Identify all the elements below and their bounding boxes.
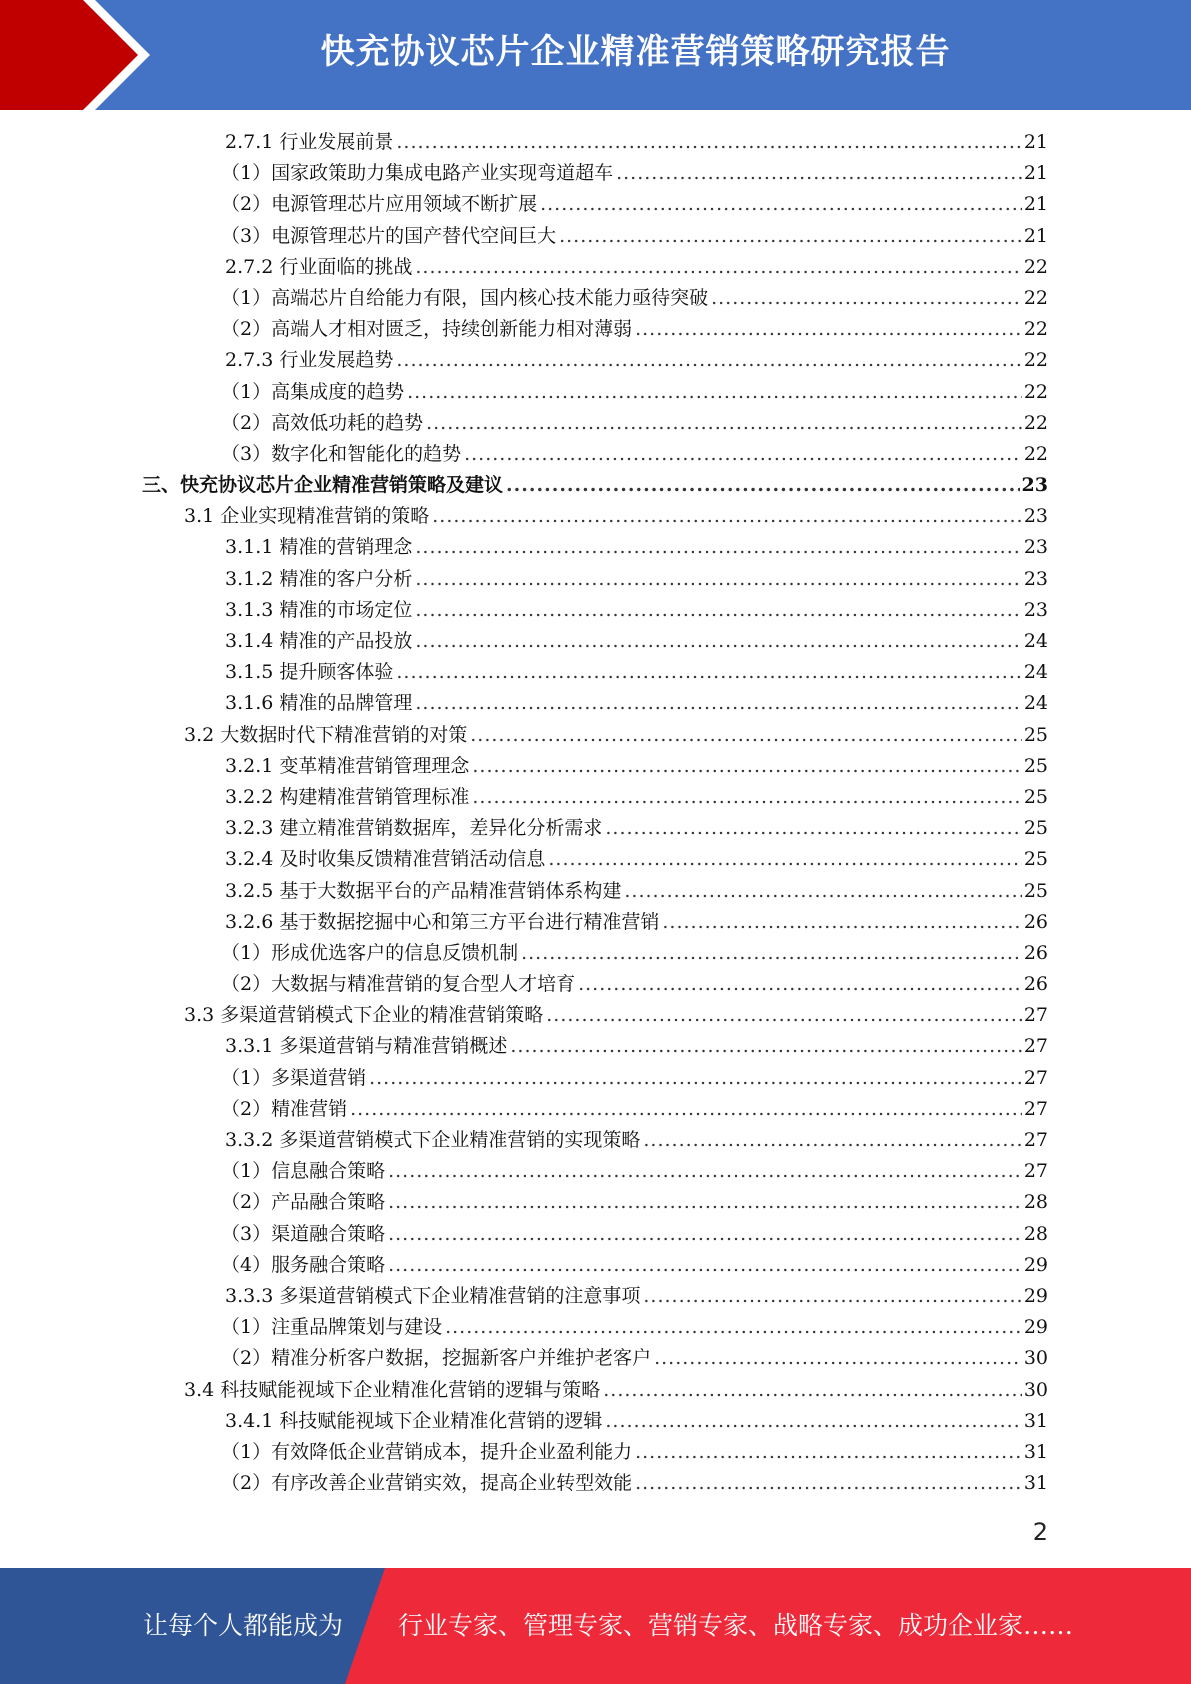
toc-entry-label: 3.1.1 精准的营销理念	[225, 536, 413, 559]
toc-entry-page: 31	[1023, 1472, 1048, 1495]
toc-entry-label: （1）信息融合策略	[221, 1160, 386, 1183]
toc-entry-line	[221, 1219, 1048, 1250]
toc-entry-line	[225, 907, 1048, 938]
toc-entry-page: 22	[1023, 349, 1048, 372]
toc-entry-line	[142, 470, 1048, 501]
toc-entry-label: （1）多渠道营销	[221, 1066, 367, 1089]
toc-entry-line	[225, 844, 1048, 875]
toc-entry-line	[221, 1094, 1048, 1125]
toc-entry[interactable]	[0, 127, 1191, 158]
toc-entry-label: （1）形成优选客户的信息反馈机制	[221, 941, 519, 964]
toc-entry-page: 25	[1023, 848, 1048, 871]
toc-entry-page: 27	[1023, 1129, 1048, 1151]
toc-dot-leader	[635, 1468, 1022, 1499]
toc-entry[interactable]	[0, 907, 1191, 938]
toc-dot-leader	[510, 1031, 1021, 1062]
toc-entry[interactable]	[0, 1063, 1191, 1094]
toc-entry-page: 28	[1023, 1222, 1048, 1245]
toc-entry-label: （2）有序改善企业营销实效，提高企业转型效能	[221, 1472, 633, 1495]
toc-entry-line	[221, 314, 1048, 345]
toc-entry-page: 29	[1023, 1253, 1048, 1276]
toc-entry-line	[221, 1312, 1048, 1343]
toc-entry-label: 3.1.5 提升顾客体验	[225, 661, 394, 684]
toc-dot-leader	[603, 1375, 1022, 1406]
toc-dot-leader	[415, 626, 1021, 657]
toc-dot-leader	[432, 501, 1022, 532]
toc-entry[interactable]	[0, 1156, 1191, 1187]
toc-entry-line	[221, 1250, 1048, 1281]
toc-dot-leader	[388, 1250, 1022, 1281]
header-band	[0, 0, 1191, 110]
toc-entry-line	[221, 377, 1048, 408]
toc-entry-line	[221, 1343, 1048, 1374]
toc-dot-leader	[546, 1000, 1022, 1031]
toc-entry-label: 3.1.6 精准的品牌管理	[225, 692, 413, 715]
toc-entry[interactable]	[0, 751, 1191, 782]
toc-entry[interactable]	[0, 626, 1191, 657]
toc-entry-line	[184, 1000, 1048, 1031]
toc-entry-line	[225, 751, 1048, 782]
footer-slogan-right: 行业专家、管理专家、营销专家、战略专家、成功企业家……	[398, 1611, 1074, 1640]
toc-dot-leader	[426, 408, 1022, 439]
toc-entry[interactable]	[0, 532, 1191, 563]
toc-entry[interactable]	[0, 688, 1191, 719]
toc-entry-line	[221, 1468, 1048, 1499]
toc-entry[interactable]	[0, 1375, 1191, 1406]
toc-entry-page: 23	[1023, 505, 1048, 528]
toc-entry[interactable]	[0, 1187, 1191, 1218]
toc-entry-page: 27	[1023, 1066, 1048, 1089]
toc-dot-leader	[396, 345, 1021, 376]
toc-entry-line	[225, 532, 1048, 563]
toc-entry[interactable]	[0, 1000, 1191, 1031]
toc-dot-leader	[407, 377, 1022, 408]
toc-entry-page: 23	[1021, 474, 1048, 497]
toc-entry-page: 26	[1023, 910, 1048, 933]
toc-dot-leader	[445, 1312, 1022, 1343]
toc-entry-page: 27	[1023, 1035, 1048, 1058]
toc-entry-line	[225, 1125, 1048, 1156]
toc-entry-line	[225, 345, 1048, 376]
toc-entry[interactable]	[0, 283, 1191, 314]
toc-entry-page: 25	[1023, 723, 1048, 746]
document-title: 快充协议芯片企业精准营销策略研究报告	[320, 32, 951, 72]
toc-dot-leader	[472, 782, 1021, 813]
toc-entry-label: 2.7.3 行业发展趋势	[225, 349, 394, 372]
toc-entry-page: 25	[1023, 817, 1048, 840]
toc-entry-label: （4）服务融合策略	[221, 1253, 386, 1276]
toc-entry-line	[225, 657, 1048, 688]
table-of-contents	[0, 127, 1191, 1499]
toc-entry-page: 28	[1023, 1191, 1048, 1214]
toc-entry-line	[184, 720, 1048, 751]
toc-entry-line	[225, 626, 1048, 657]
toc-entry[interactable]	[0, 1094, 1191, 1125]
page-number: 2	[1032, 1518, 1048, 1546]
toc-dot-leader	[711, 283, 1022, 314]
toc-entry-line	[221, 1187, 1048, 1218]
toc-entry-page: 21	[1023, 224, 1048, 247]
toc-entry-label: （1）高集成度的趋势	[221, 380, 405, 403]
toc-dot-leader	[605, 1406, 1021, 1437]
toc-entry-page: 22	[1023, 411, 1048, 434]
toc-entry-label: （2）精准分析客户数据，挖掘新客户并维护老客户	[221, 1347, 652, 1370]
toc-dot-leader	[415, 688, 1021, 719]
toc-entry-page: 21	[1023, 162, 1048, 185]
toc-dot-leader	[388, 1219, 1022, 1250]
toc-entry-page: 30	[1023, 1378, 1048, 1401]
toc-entry-page: 24	[1023, 692, 1048, 715]
toc-entry-line	[225, 782, 1048, 813]
toc-entry-label: 3.2.5 基于大数据平台的产品精准营销体系构建	[225, 879, 622, 902]
toc-entry[interactable]	[0, 938, 1191, 969]
toc-entry-line	[221, 221, 1048, 252]
toc-dot-leader	[470, 720, 1022, 751]
toc-entry-label: （1）有效降低企业营销成本，提升企业盈利能力	[221, 1440, 633, 1463]
toc-entry[interactable]	[0, 1281, 1191, 1312]
toc-dot-leader	[643, 1281, 1021, 1312]
toc-entry-label: （2）大数据与精准营销的复合型人才培育	[221, 973, 576, 996]
toc-entry-page: 31	[1023, 1409, 1048, 1432]
toc-entry-page: 22	[1023, 442, 1048, 465]
toc-entry-label: （2）产品融合策略	[221, 1191, 386, 1214]
toc-dot-leader	[350, 1094, 1022, 1125]
toc-entry-page: 24	[1023, 661, 1048, 684]
toc-entry-page: 25	[1023, 879, 1048, 902]
toc-entry-page: 26	[1023, 941, 1048, 964]
toc-entry-line	[225, 252, 1048, 283]
toc-entry[interactable]	[0, 1250, 1191, 1281]
toc-dot-leader	[559, 221, 1022, 252]
toc-entry-label: 三、快充协议芯片企业精准营销策略及建议	[142, 474, 504, 497]
toc-entry-line	[221, 1063, 1048, 1094]
toc-entry-page: 27	[1023, 1004, 1048, 1027]
toc-entry-page: 27	[1023, 1097, 1048, 1120]
toc-entry-page: 27	[1023, 1160, 1048, 1183]
toc-entry-line	[221, 408, 1048, 439]
toc-entry-line	[221, 439, 1048, 470]
toc-dot-leader	[388, 1156, 1022, 1187]
toc-entry-label: 3.1.2 精准的客户分析	[225, 567, 413, 590]
toc-entry-label: 3.2.4 及时收集反馈精准营销活动信息	[225, 848, 546, 871]
toc-dot-leader	[388, 1187, 1022, 1218]
toc-entry-page: 21	[1023, 193, 1048, 216]
toc-dot-leader	[396, 127, 1021, 158]
toc-entry-label: 3.1.3 精准的市场定位	[225, 598, 413, 621]
toc-entry-line	[225, 1406, 1048, 1437]
toc-dot-leader	[415, 532, 1021, 563]
toc-entry-label: 2.7.1 行业发展前景	[225, 131, 394, 153]
toc-entry-page: 22	[1023, 286, 1048, 309]
toc-entry-label: 3.3.2 多渠道营销模式下企业精准营销的实现策略	[225, 1129, 641, 1151]
footer-slogan-left: 让每个人都能成为	[143, 1611, 344, 1640]
toc-entry-line	[225, 564, 1048, 595]
toc-entry-page: 29	[1023, 1284, 1048, 1307]
toc-dot-leader	[605, 813, 1021, 844]
toc-entry[interactable]	[0, 969, 1191, 1000]
toc-entry[interactable]	[0, 1468, 1191, 1499]
toc-entry-line	[225, 1031, 1048, 1062]
toc-entry-page: 25	[1023, 785, 1048, 808]
toc-dot-leader	[521, 938, 1022, 969]
toc-dot-leader	[662, 907, 1021, 938]
toc-entry-line	[225, 813, 1048, 844]
toc-entry-label: （1）国家政策助力集成电路产业实现弯道超车	[221, 162, 614, 185]
toc-entry[interactable]	[0, 501, 1191, 532]
toc-entry-label: （2）精准营销	[221, 1097, 348, 1120]
toc-entry[interactable]	[0, 782, 1191, 813]
footer-band	[0, 1568, 1191, 1684]
toc-entry-page: 29	[1023, 1316, 1048, 1339]
toc-entry[interactable]	[0, 314, 1191, 345]
toc-entry[interactable]	[0, 720, 1191, 751]
toc-entry[interactable]	[0, 844, 1191, 875]
toc-dot-leader	[548, 844, 1021, 875]
toc-entry-line	[225, 688, 1048, 719]
toc-dot-leader	[415, 595, 1021, 626]
toc-entry[interactable]	[0, 1031, 1191, 1062]
toc-entry-page: 22	[1023, 380, 1048, 403]
toc-entry-label: 3.4 科技赋能视域下企业精准化营销的逻辑与策略	[184, 1378, 601, 1401]
toc-dot-leader	[369, 1063, 1022, 1094]
toc-entry-line	[184, 1375, 1048, 1406]
toc-entry[interactable]	[0, 221, 1191, 252]
toc-entry-label: 3.1 企业实现精准营销的策略	[184, 505, 430, 528]
toc-entry-label: （3）数字化和智能化的趋势	[221, 442, 462, 465]
toc-entry[interactable]	[0, 1437, 1191, 1468]
toc-entry-page: 21	[1023, 131, 1048, 153]
toc-entry-label: 3.3.3 多渠道营销模式下企业精准营销的注意事项	[225, 1284, 641, 1307]
toc-entry-label: （1）高端芯片自给能力有限，国内核心技术能力亟待突破	[221, 286, 709, 309]
toc-entry-line	[221, 938, 1048, 969]
toc-entry-label: （2）电源管理芯片应用领域不断扩展	[221, 193, 538, 216]
toc-entry[interactable]	[0, 657, 1191, 688]
toc-entry-line	[221, 158, 1048, 189]
toc-entry-label: （2）高效低功耗的趋势	[221, 411, 424, 434]
toc-entry[interactable]	[0, 158, 1191, 189]
toc-dot-leader	[654, 1343, 1022, 1374]
toc-entry-page: 25	[1023, 754, 1048, 777]
toc-dot-leader	[415, 252, 1021, 283]
toc-entry-label: 3.2.3 建立精准营销数据库，差异化分析需求	[225, 817, 603, 840]
toc-entry-label: （3）渠道融合策略	[221, 1222, 386, 1245]
toc-entry-page: 23	[1023, 598, 1048, 621]
toc-entry[interactable]	[0, 564, 1191, 595]
toc-entry[interactable]	[0, 1312, 1191, 1343]
toc-dot-leader	[624, 876, 1021, 907]
toc-entry-page: 30	[1023, 1347, 1048, 1370]
toc-entry-page: 23	[1023, 567, 1048, 590]
toc-entry[interactable]	[0, 377, 1191, 408]
toc-dot-leader	[635, 1437, 1022, 1468]
toc-dot-leader	[464, 439, 1022, 470]
toc-entry-label: 3.3.1 多渠道营销与精准营销概述	[225, 1035, 508, 1058]
toc-entry[interactable]	[0, 1406, 1191, 1437]
toc-entry[interactable]	[0, 345, 1191, 376]
toc-entry-label: 3.3 多渠道营销模式下企业的精准营销策略	[184, 1004, 544, 1027]
toc-dot-leader	[635, 314, 1022, 345]
toc-entry[interactable]	[0, 470, 1191, 501]
toc-entry[interactable]	[0, 252, 1191, 283]
toc-entry-label: （2）高端人才相对匮乏，持续创新能力相对薄弱	[221, 318, 633, 341]
toc-entry[interactable]	[0, 876, 1191, 907]
toc-entry-label: 2.7.2 行业面临的挑战	[225, 255, 413, 278]
chevron-arrow-icon	[0, 0, 160, 110]
toc-entry-label: 3.2.6 基于数据挖掘中心和第三方平台进行精准营销	[225, 910, 660, 933]
toc-entry[interactable]	[0, 595, 1191, 626]
toc-entry-label: 3.2.1 变革精准营销管理理念	[225, 754, 470, 777]
toc-entry-line	[225, 876, 1048, 907]
toc-entry[interactable]	[0, 408, 1191, 439]
toc-entry-label: 3.4.1 科技赋能视域下企业精准化营销的逻辑	[225, 1409, 603, 1432]
toc-entry[interactable]	[0, 813, 1191, 844]
toc-entry-line	[184, 501, 1048, 532]
toc-entry-line	[221, 1437, 1048, 1468]
toc-entry-label: 3.2.2 构建精准营销管理标准	[225, 785, 470, 808]
toc-dot-leader	[506, 470, 1020, 501]
toc-entry-label: 3.1.4 精准的产品投放	[225, 630, 413, 652]
toc-entry-line	[225, 127, 1048, 158]
toc-entry-label: （3）电源管理芯片的国产替代空间巨大	[221, 224, 557, 247]
toc-entry-line	[221, 283, 1048, 314]
toc-entry-page: 31	[1023, 1440, 1048, 1463]
toc-entry[interactable]	[0, 439, 1191, 470]
toc-entry[interactable]	[0, 1219, 1191, 1250]
toc-entry-label: （1）注重品牌策划与建设	[221, 1316, 443, 1339]
toc-dot-leader	[616, 158, 1022, 189]
toc-entry-page: 26	[1023, 973, 1048, 996]
toc-entry[interactable]	[0, 1125, 1191, 1156]
toc-entry-label: 3.2 大数据时代下精准营销的对策	[184, 723, 468, 746]
toc-entry-page: 22	[1023, 255, 1048, 278]
toc-entry-page: 24	[1023, 630, 1048, 652]
toc-dot-leader	[540, 189, 1022, 220]
toc-entry[interactable]	[0, 1343, 1191, 1374]
toc-dot-leader	[472, 751, 1021, 782]
toc-entry-page: 22	[1023, 318, 1048, 341]
toc-entry-page: 23	[1023, 536, 1048, 559]
toc-dot-leader	[396, 657, 1021, 688]
toc-dot-leader	[415, 564, 1021, 595]
toc-entry-line	[225, 595, 1048, 626]
toc-dot-leader	[643, 1125, 1021, 1156]
toc-entry-line	[221, 969, 1048, 1000]
toc-entry-line	[221, 1156, 1048, 1187]
toc-dot-leader	[578, 969, 1022, 1000]
toc-entry-line	[225, 1281, 1048, 1312]
toc-entry-line	[221, 189, 1048, 220]
toc-entry[interactable]	[0, 189, 1191, 220]
